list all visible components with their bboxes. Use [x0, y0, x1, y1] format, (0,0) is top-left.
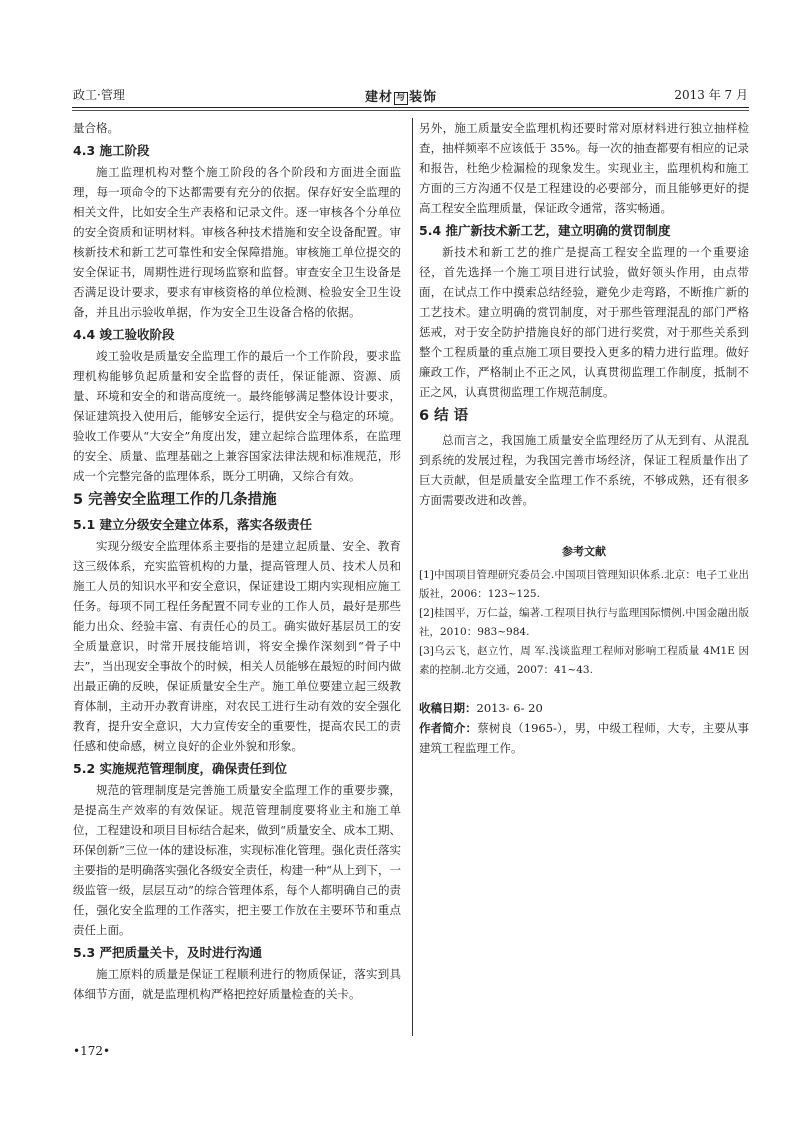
received-date	[419, 698, 749, 718]
journal-title-part-b: 装饰	[409, 90, 438, 105]
header-rule	[72, 107, 749, 108]
heading-5: 5 完善安全监理工作的几条措施	[73, 492, 277, 508]
paragraph-5-2: 规范的管理制度是完善施工质量安全监理工作的重要步骤，是提高生产效率的有效保证。规范管理制度要将业主和施工单位，工程建设和项目目标结合起来，做到“质量安全、成本工期、环保创新”三位一体的建设标准，实现标准化管理。强化责任落实主要指的是明确落实强化各级安全责任，构建一种“从上到下，一级监管一级，层层互动”的综合管理体系，每个人都明确自己的责任，强化安全监理的工作落实，把主要工作放在主要环节和重点责任上面。	[73, 783, 401, 937]
heading-5-2: 5.2 实施规范管理制度，确保责任到位	[73, 761, 287, 776]
reference-2: [2]桂国平，万仁益，编著.工程项目执行与监理国际惯例.中国金融出版社，2010：983~984.	[419, 607, 749, 638]
heading-5-3: 5.3 严把质量关卡，及时进行沟通	[73, 945, 262, 960]
references-heading: 参考文献	[562, 545, 606, 558]
left-column	[73, 118, 401, 1004]
heading-4-3: 4.3 施工阶段	[73, 143, 150, 158]
paragraph-4-3: 施工监理机构对整个施工阶段的各个阶段和方面进全面监理，每一项命令的下达都需要有充分的依据。保存好安全监理的相关文件，比如安全生产表格和记录文件。逐一审核各个分单位的安全资质和证明材料。审核各种技术措施和安全设备配置。审核新技术和新工艺可靠性和安全保障措施。审核施工单位提交的安全保证书，周期性进行现场监察和监督。审查安全卫生设备是否满足设计要求，要求有审核资格的单位检测、检验安全卫生设备，并且出示验收单据，作为安全卫生设备合格的依据。	[73, 165, 401, 319]
page-number: •172•	[73, 1044, 111, 1058]
paragraph-6: 总而言之，我国施工质量安全监理经历了从无到有、从混乱到系统的发展过程，为我国完善市场经济，保证工程质量作出了巨大贡献，但是质量安全监理工作不系统，不够成熟，还有很多方面需要改进和改善。	[419, 433, 749, 507]
issue-date: 2013 年 7 月	[674, 88, 748, 102]
heading-4-4: 4.4 竣工验收阶段	[73, 327, 175, 342]
reference-3: [3]乌云飞，赵立竹，周 军.浅谈监理工程师对影响工程质量 4M1E 因素的控制.北方交通，2007：41~43.	[419, 645, 749, 676]
paragraph-continued-right: 另外，施工质量安全监理机构还要时常对原材料进行独立抽样检查，抽样频率不应该低于 35%。每一次的抽查都要有相应的记录和报告，杜绝少检漏检的现象发生。实现业主，监理机构和施工方面的三方沟通不仅是工程建设的必要部分，而且能够更好的提高工程安全监理质量，保证政令通常，落实畅通。	[419, 121, 749, 215]
paragraph-5-1: 实现分级安全监理体系主要指的是建立起质量、安全、教育这三级体系，充实监管机构的力量，提高管理人员、技术人员和施工人员的知识水平和安全意识，保证建设工期内实现相应施工任务。每项不同工程任务配置不同专业的工作人员，最好是那些能力出众、经验丰富、有责任心的员工。确实做好基层员工的安全质量意识，时常开展技能培训，将安全操作深刻到“骨子中去”，当出现安全事故个的时候，相关人员能够在最短的时间内做出最正确的反映，保证质量安全生产。施工单位要建立起三级教育体制，主动开办教育讲座，对农民工进行生动有效的安全强化教育，提升安全意识，大力宣传安全的重要性，提高农民工的责任感和使命感，树立良好的企业外貌和形象。	[73, 539, 401, 753]
header-rule-thin	[72, 110, 749, 111]
column-divider	[412, 118, 413, 1036]
running-header-section: 政工·管理	[73, 88, 125, 102]
heading-5-4: 5.4 推广新技术新工艺，建立明确的赏罚制度	[419, 223, 671, 238]
journal-title	[365, 86, 465, 106]
heading-5-1: 5.1 建立分级安全建立体系，落实各级责任	[73, 517, 312, 532]
journal-title-box: 与	[396, 93, 407, 103]
author-bio	[419, 718, 749, 758]
paragraph-5-3: 施工原料的质量是保证工程顺利进行的物质保证，落实到具体细节方面，就是监理机构严格把控好质量检查的关卡。	[73, 967, 401, 1001]
paragraph-5-4: 新技术和新工艺的推广是提高工程安全监理的一个重要途径，首先选择一个施工项目进行试验，做好领头作用，由点带面，在试点工作中摸索总结经验，避免少走弯路，不断推广新的工艺技术。建立明确的赏罚制度，对于那些管理混乱的部门严格惩戒，对于安全防护措施良好的部门进行奖赏，对于那些关系到整个工程质量的重点施工项目要投入更多的精力进行监理。做好廉政工作，严格制止不正之风，认真贯彻监理工作制度，抵制不正之风，认真贯彻监理工作规范制度。	[419, 245, 749, 399]
reference-1: [1]中国项目管理研究委员会.中国项目管理知识体系.北京：电子工业出版社，2006：123~125.	[419, 569, 749, 600]
author-bio-value: 蔡树良（1965-），男，中级工程师，大专，主要从事建筑工程监理工作。	[419, 721, 750, 755]
received-date-value: 2013- 6- 20	[476, 701, 543, 715]
paragraph-4-4: 竣工验收是质量安全监理工作的最后一个工作阶段，要求监理机构能够负起质量和安全监督的责任，保证能源、资源、质量、环境和安全的和谐高度统一。最终能够满足整体设计要求，保证建筑投入使用后，能够安全运行，提供安全与稳定的环境。验收工作要从“大安全”角度出发，建立起综合监理体系，在监理的安全、质量、监理基础之上兼容国家法律法规和标准规范，形成一个完整完备的监理体系，既分工明确，又综合有效。	[73, 349, 401, 483]
journal-title-part-a: 建材	[365, 90, 394, 105]
paragraph-continued: 量合格。	[73, 121, 119, 135]
author-bio-label: 作者简介：	[419, 721, 478, 735]
received-date-label: 收稿日期：	[419, 701, 477, 715]
heading-6: 6 结 语	[419, 408, 469, 424]
right-column	[419, 118, 749, 758]
